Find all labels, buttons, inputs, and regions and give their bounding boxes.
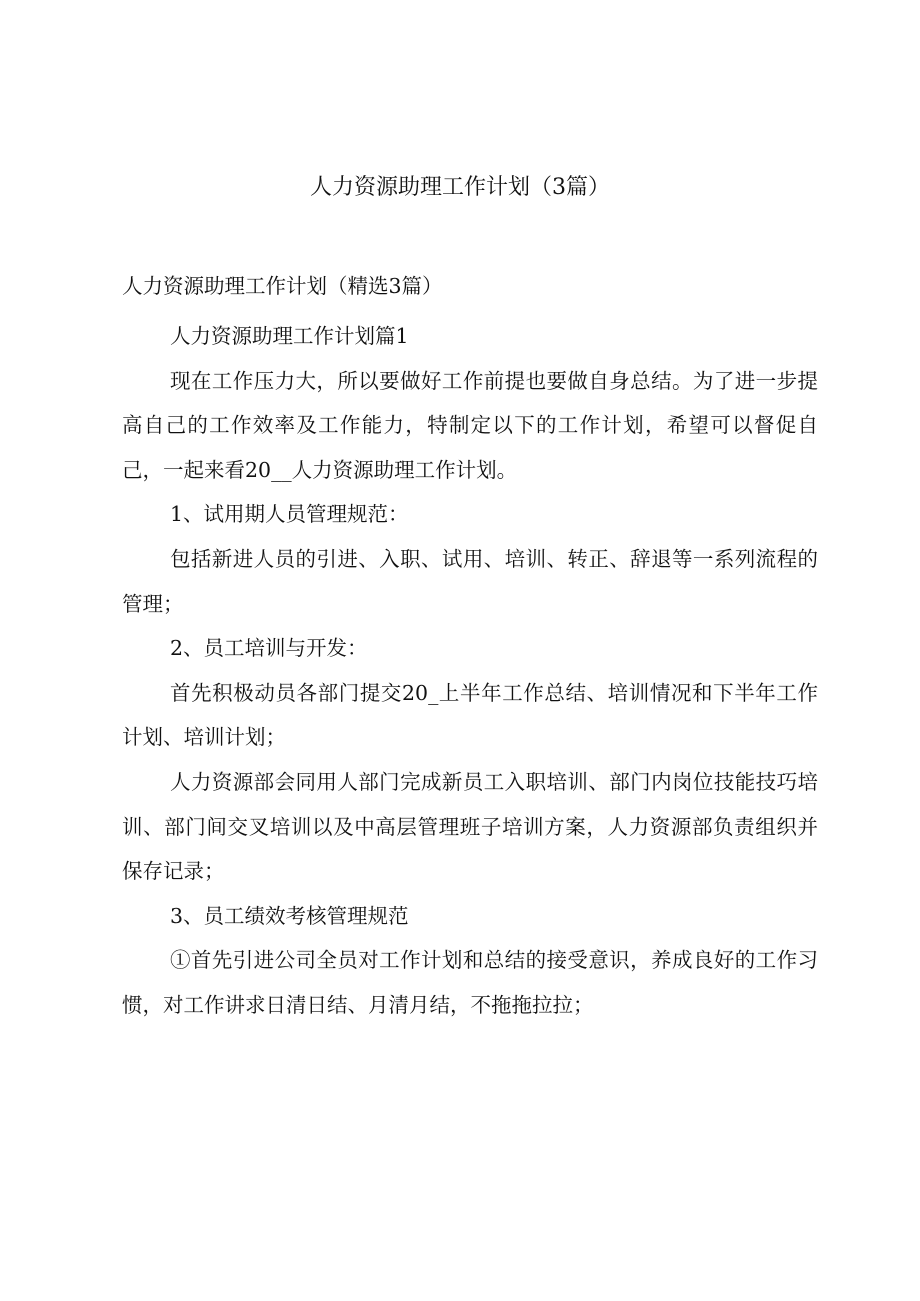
item-heading-1: 1、试用期人员管理规范： (170, 502, 409, 527)
document-body (122, 314, 818, 1028)
document-title: 人力资源助理工作计划（3篇） (310, 175, 610, 200)
intro-paragraph: 现在工作压力大，所以要做好工作前提也要做自身总结。为了进一步提高自己的工作效率及工作能力，特制定以下的工作计划，希望可以督促自己，一起来看20__人力资源助理工作计划。 (122, 368, 818, 482)
item-heading-2: 2、员工培训与开发： (170, 636, 368, 661)
document-subtitle: 人力资源助理工作计划（精选3篇） (122, 274, 443, 298)
item-heading-3: 3、员工绩效考核管理规范 (170, 903, 409, 928)
item-2-paragraph-a: 首先积极动员各部门提交20_上半年工作总结、培训情况和下半年工作计划、培训计划； (122, 680, 818, 750)
item-1-paragraph: 包括新进人员的引进、入职、试用、培训、转正、辞退等一系列流程的管理； (122, 546, 818, 616)
section-heading-part-1: 人力资源助理工作计划篇1 (170, 324, 409, 348)
item-2-paragraph-b: 人力资源部会同用人部门完成新员工入职培训、部门内岗位技能技巧培训、部门间交叉培训以及中高层管理班子培训方案，人力资源部负责组织并保存记录； (122, 769, 818, 884)
item-3-paragraph: ①首先引进公司全员对工作计划和总结的接受意识，养成良好的工作习惯，对工作讲求日清日结、月清月结，不拖拖拉拉； (122, 948, 818, 1017)
